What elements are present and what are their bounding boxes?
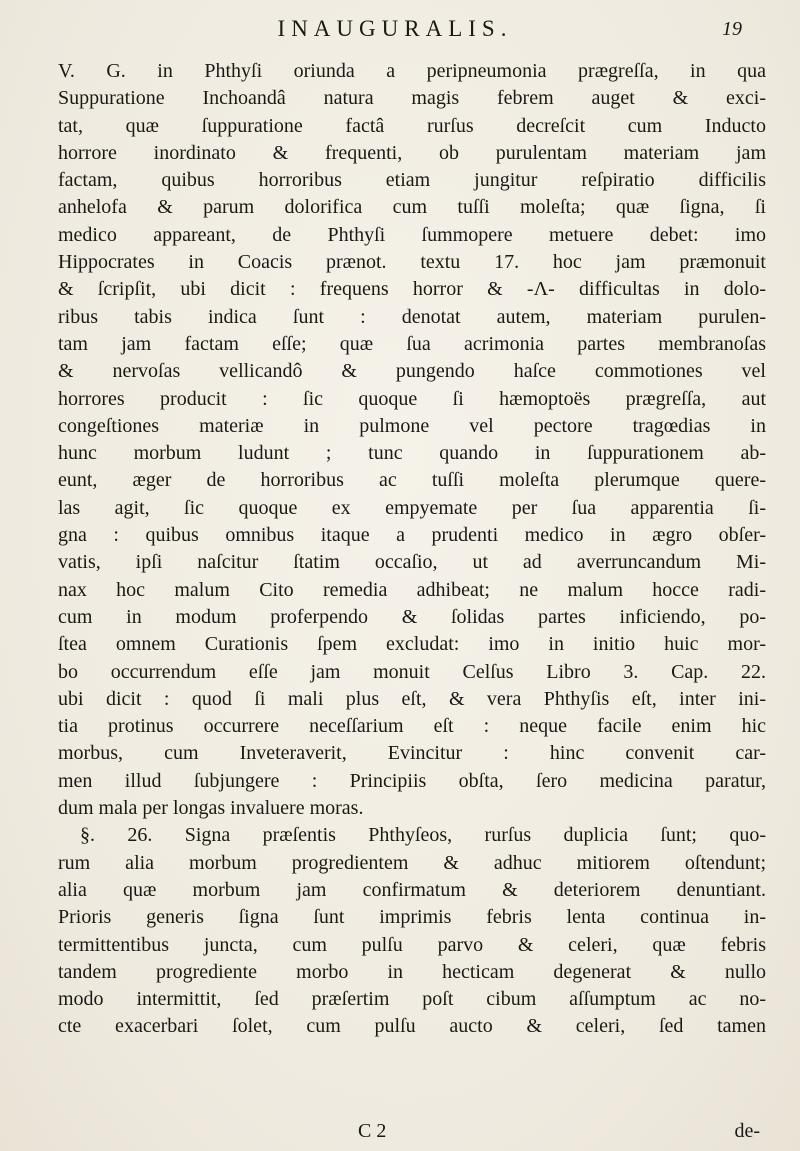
page-footer (0, 1120, 800, 1146)
text-line: tandem progrediente morbo in hecticam degenerat & nullo (58, 960, 766, 983)
text-line: tam jam factam eſſe; quæ ſua acrimonia partes membranoſas (58, 332, 766, 355)
text-line: ubi dicit : quod ſi mali plus eſt, & vera Phthyſis eſt, inter ini- (58, 687, 766, 710)
text-line: termittentibus juncta, cum pulſu parvo & celeri, quæ febris (58, 933, 766, 956)
text-line: vatis, ipſi naſcitur ſtatim occaſio, ut ad averruncandum Mi- (58, 551, 766, 574)
text-line: ribus tabis indica ſunt : denotat autem, materiam purulen- (58, 305, 766, 328)
text-line: cte exacerbari ſolet, cum pulſu aucto & celeri, ſed tamen (58, 1015, 766, 1038)
text-line: anhelofa & parum dolorifica cum tuſſi moleſta; quæ ſigna, ſi (58, 196, 766, 219)
text-line: nax hoc malum Cito remedia adhibeat; ne malum hocce radi- (58, 578, 766, 601)
text-line: horrore inordinato & frequenti, ob purulentam materiam jam (58, 141, 766, 164)
running-head (0, 16, 800, 56)
text-line: & ſcripſit, ubi dicit : frequens horror & -Λ- difficultas in dolo- (58, 278, 766, 301)
text-line: Prioris generis ſigna ſunt imprimis febris lenta continua in- (58, 906, 766, 929)
text-line: modo intermittit, ſed præſertim poſt cibum aſſumptum ac no- (58, 988, 766, 1011)
page-number: 19 (722, 18, 742, 40)
running-title: INAUGURALIS. (277, 16, 513, 41)
text-line: tia protinus occurrere neceſſarium eſt : neque facile enim hic (58, 715, 766, 738)
text-line: las agit, ſic quoque ex empyemate per ſua apparentia ſi- (58, 496, 766, 519)
body-text (58, 58, 766, 1041)
text-line: medico appareant, de Phthyſi ſummopere metuere debet: imo (58, 223, 766, 246)
text-line: bo occurrendum eſſe jam monuit Celſus Libro 3. Cap. 22. (58, 660, 766, 683)
text-line: eunt, æger de horroribus ac tuſſi moleſta plerumque quere- (58, 469, 766, 492)
text-line: gna : quibus omnibus itaque a prudenti medico in ægro obſer- (58, 524, 766, 547)
paragraph-26-start: §. 26. Signa præſentis Phthyſeos, rurſus duplicia ſunt; quo- (80, 824, 766, 847)
text-line: Suppuratione Inchoandâ natura magis febrem auget & exci- (58, 87, 766, 110)
text-line: tat, quæ ſuppuratione factâ rurſus decreſcit cum Inducto (58, 114, 766, 137)
text-line: & nervoſas vellicandô & pungendo haſce commotiones vel (58, 360, 766, 383)
text-line: cum in modum proferpendo & ſolidas partes inficiendo, po- (58, 605, 766, 628)
text-line: rum alia morbum progredientem & adhuc mitiorem oſtendunt; (58, 851, 766, 874)
signature-mark: C 2 (358, 1120, 387, 1142)
text-line: dum mala per longas invaluere moras. (58, 797, 364, 820)
text-line: horrores producit : ſic quoque ſi hæmoptoës prægreſſa, aut (58, 387, 766, 410)
text-line: V. G. in Phthyſi oriunda a peripneumonia prægreſſa, in qua (58, 60, 766, 82)
text-line: hunc morbum ludunt ; tunc quando in ſuppurationem ab- (58, 442, 766, 465)
text-line: ſtea omnem Curationis ſpem excludat: imo in initio huic mor- (58, 633, 766, 656)
catchword: de- (734, 1120, 760, 1142)
text-line: congeſtiones materiæ in pulmone vel pectore tragœdias in (58, 414, 766, 437)
text-line: morbus, cum Inveteraverit, Evincitur : hinc convenit car- (58, 742, 766, 765)
text-line: alia quæ morbum jam confirmatum & deteriorem denuntiant. (58, 878, 766, 901)
text-line: Hippocrates in Coacis prænot. textu 17. hoc jam præmonuit (58, 251, 766, 274)
text-line: factam, quibus horroribus etiam jungitur reſpiratio difficilis (58, 169, 766, 192)
text-line: men illud ſubjungere : Principiis obſta, ſero medicina paratur, (58, 769, 766, 792)
